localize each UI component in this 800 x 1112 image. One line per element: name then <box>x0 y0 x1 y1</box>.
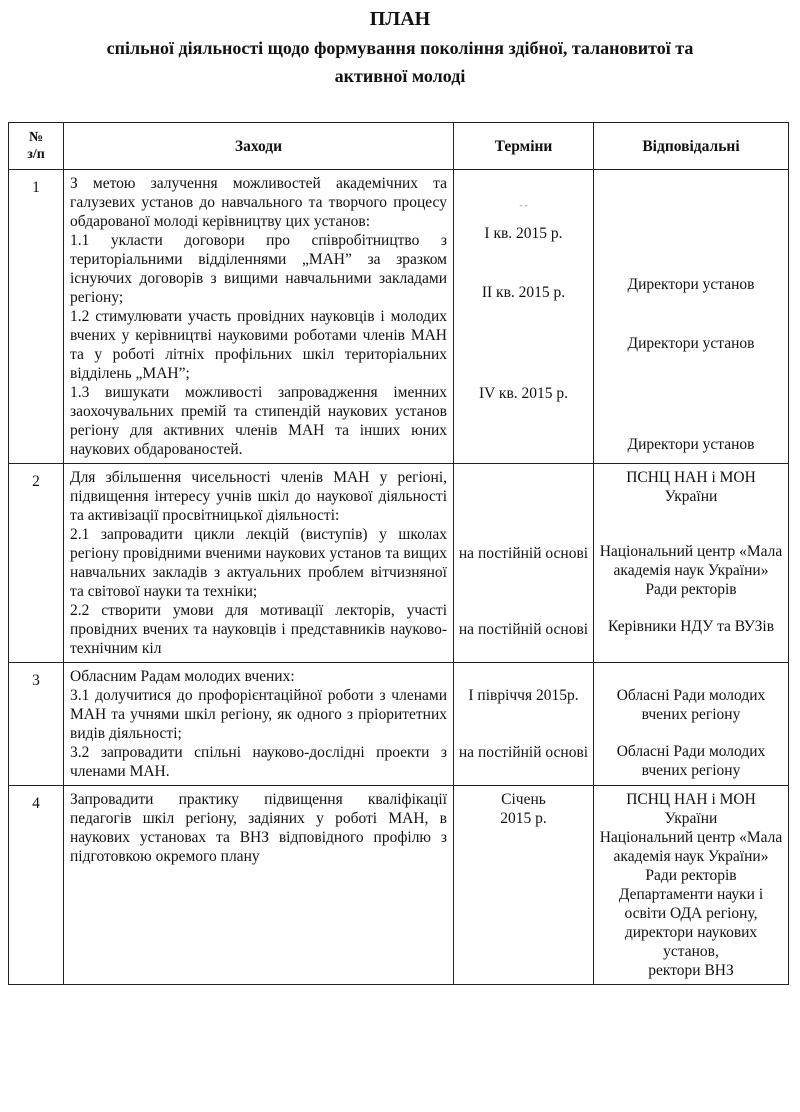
table-row <box>9 464 789 663</box>
header-responsible: Відповідальні <box>594 123 789 170</box>
plan-table <box>8 122 789 985</box>
row-responsible-item: Директори установ <box>627 276 755 293</box>
document-subtitle-line1: спільної діяльності щодо формування покоління здібної, талановитої та <box>106 38 694 58</box>
row-responsible <box>594 663 789 786</box>
row-item: 1.2 стимулювати участь провідних науковців і молодих вчених у керівництві науковими роботами членів МАН та у роботі літніх профільних шкіл територіальних відділень „МАН”; <box>70 308 447 382</box>
row-terms <box>454 170 594 464</box>
row-item: 1.1 укласти договори про співробітництво з територіальними відділеннями „МАН” за зразком існуючих договорів з вищими навчальними закладами регіону; <box>70 232 447 306</box>
row-term: ІІ кв. 2015 р. <box>481 284 566 301</box>
row-terms <box>454 663 594 786</box>
row-responsible-item: Керівники НДУ та ВУЗів <box>607 618 775 635</box>
row-responsible-item: ПСНЦ НАН і МОН України Національний центр «Мала академія наук України» Ради ректорів Департаменти науки і освіти ОДА регіону, директори наукових установ, ректори ВНЗ <box>599 791 783 979</box>
row-intro: Обласним Радам молодих вчених: <box>70 668 295 685</box>
document-title: ПЛАН <box>369 8 431 30</box>
table-row <box>9 786 789 985</box>
header-terms: Терміни <box>454 123 594 170</box>
table-row <box>9 170 789 464</box>
row-item: 2.1 запровадити цикли лекцій (виступів) у школах регіону провідними вченими наукових установ та вищих навчальних закладів з актуальних проблем вітчизняної та світової науки та техніки; <box>70 526 447 600</box>
pen-mark: - - <box>519 200 528 210</box>
row-responsible-item: Директори установ <box>627 436 755 453</box>
document-subtitle-line2: активної молоді <box>334 66 466 86</box>
row-term: на постійній основі <box>458 545 589 562</box>
row-measures <box>64 170 454 464</box>
row-intro: З метою залучення можливостей академічних та галузевих установ до навчального та творчого процесу обдарованої молоді керівництву цих установ: <box>70 175 447 230</box>
row-term: на постійній основі <box>458 744 589 761</box>
row-responsible-item: Національний центр «Мала академія наук України» Ради ректорів <box>599 543 783 598</box>
row-item: 1.3 вишукати можливості запровадження іменних заохочувальних премій та стипендій наукових установ регіону для активних членів МАН та інших юних наукових обдарованостей. <box>70 384 447 458</box>
row-responsible <box>594 464 789 663</box>
row-responsible-item: ПСНЦ НАН і МОН України <box>626 469 756 505</box>
row-term: Січень 2015 р. <box>500 791 547 827</box>
row-responsible <box>594 170 789 464</box>
row-item: 3.2 запровадити спільні науково-дослідні проекти з членами МАН. <box>70 744 447 780</box>
row-term: на постійній основі <box>458 621 589 638</box>
row-terms <box>454 786 594 985</box>
header-measures: Заходи <box>64 123 454 170</box>
row-item: Запровадити практику підвищення кваліфікації педагогів шкіл регіону, задіяних у роботі МАН, в наукових установах та ВНЗ відповідного профілю з підготовкою окремого плану <box>70 791 447 865</box>
row-measures <box>64 663 454 786</box>
row-terms <box>454 464 594 663</box>
table-header-row <box>9 123 789 170</box>
row-responsible-item: Обласні Ради молодих вчених регіону <box>616 743 766 779</box>
row-number: 3 <box>9 663 64 786</box>
row-term: І півріччя 2015р. <box>468 687 579 704</box>
row-number: 4 <box>9 786 64 985</box>
row-item: 3.1 долучитися до профорієнтаційної роботи з членами МАН та учнями шкіл регіону, як одного з пріоритетних видів діяльності; <box>70 687 447 742</box>
table-row <box>9 663 789 786</box>
row-intro: Для збільшення чисельності членів МАН у регіоні, підвищення інтересу учнів шкіл до наукової діяльності та активізації просвітницької діяльності: <box>70 469 447 524</box>
row-number: 2 <box>9 464 64 663</box>
row-term: ІV кв. 2015 р. <box>478 385 569 402</box>
row-number: 1 <box>9 170 64 464</box>
header-number: № з/п <box>9 123 64 170</box>
row-term: І кв. 2015 р. <box>484 225 563 242</box>
row-responsible-item: Обласні Ради молодих вчених регіону <box>616 687 766 723</box>
row-responsible-item: Директори установ <box>627 335 755 352</box>
row-responsible <box>594 786 789 985</box>
row-measures <box>64 464 454 663</box>
row-item: 2.2 створити умови для мотивації лекторів, участі провідних вчених та науковців і представників науково-технічним кіл <box>70 602 447 657</box>
row-measures <box>64 786 454 985</box>
